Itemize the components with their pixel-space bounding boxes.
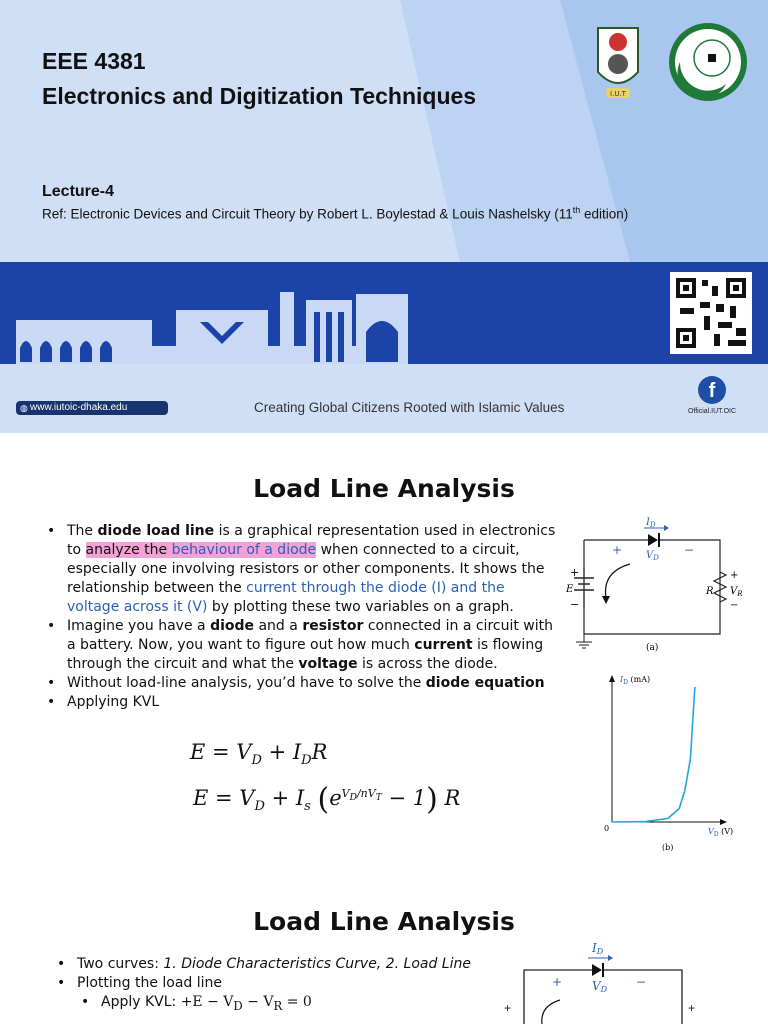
globe-icon: ◍ [20, 403, 28, 413]
label-r: R [706, 586, 714, 597]
kvl-equation-1: $E = V_D + I_DR$ [190, 740, 328, 769]
slide2-bullet-list [45, 522, 557, 712]
label-plus-e: + [570, 566, 580, 579]
qr-code[interactable] [670, 272, 752, 354]
course-title: Electronics and Digitization Techniques [42, 83, 477, 109]
facebook-handle: Official.IUT.OIC [687, 408, 737, 415]
graph-xlabel: $V_D$ (V) [708, 827, 734, 838]
iut-logo [592, 22, 644, 102]
oic-logo [668, 22, 748, 102]
course-code: EEE 4381 [42, 48, 146, 74]
course-header [42, 44, 476, 114]
diode-symbol [648, 534, 658, 546]
slide3-bullet-list [55, 955, 475, 1016]
bullet-diode-equation: • Without load-line analysis, you’d have to solve the diode equation [45, 674, 557, 693]
logo-lettering: I.U.T [610, 90, 626, 98]
circuit-diagram-a [560, 512, 750, 657]
facebook-icon[interactable]: f [698, 376, 726, 404]
label-minus-3: − [636, 975, 647, 989]
title-slide [0, 0, 768, 433]
website-url: www.iutoic-dhaka.edu [30, 402, 128, 413]
diode-characteristic-graph [596, 670, 746, 855]
campus-skyline [0, 262, 660, 364]
bullet-kvl: • Applying KVL [45, 693, 557, 712]
label-id: $I_D$ [646, 517, 656, 529]
graph-origin: 0 [604, 824, 610, 833]
label-e: E [566, 584, 574, 595]
slide2-title: Load Line Analysis [253, 474, 515, 503]
bullet-two-curves: • Two curves: 1. Diode Characteristics Curve, 2. Load Line [55, 955, 475, 974]
label-vd-3: VD [592, 979, 608, 994]
reference [42, 205, 628, 222]
ref-suffix: edition) [580, 206, 629, 222]
bullet-diode-resistor: • Imagine you have a diode and a resistor connected in a circuit with a battery. Now, you want to figure out how much current is flowing through the circuit and what the voltage is across the diode. [45, 617, 557, 674]
label-plus-vr: + [730, 570, 739, 581]
campus-banner [0, 262, 768, 364]
caption-a: (a) [646, 643, 659, 653]
label-vr: $V_R$ [730, 586, 743, 598]
label-minus-e: − [570, 598, 580, 611]
label-vd: $V_D$ [646, 550, 659, 562]
circuit-diagram-3 [500, 940, 710, 1024]
slide3-title: Load Line Analysis [253, 907, 515, 936]
bullet-load-line-definition: • The diode load line is a graphical representation used in electronics to analyze the behaviour of a diode when connected to a circuit, especially one involving resistors or other components. It shows the relationship between the current through the diode (I) and the voltage across it (V) by plotting these two variables on a graph. [45, 522, 557, 617]
tagline: Creating Global Citizens Rooted with Islamic Values [254, 400, 565, 415]
diode-curve-line [612, 687, 695, 822]
label-plus-3: + [552, 975, 563, 989]
label-id-3: ID [592, 941, 604, 956]
bullet-apply-kvl: • Apply KVL: $+E - V_D - V_R = 0$ [55, 993, 475, 1016]
label-minus-vr: − [730, 600, 739, 611]
ref-sup: th [572, 205, 581, 215]
lecture-number: Lecture-4 [42, 183, 115, 200]
label-plus-vd: + [612, 543, 623, 557]
website-link[interactable] [16, 401, 168, 415]
label-plus-e-3: + [504, 1001, 512, 1015]
ref-text: Ref: Electronic Devices and Circuit Theory by Robert L. Boylestad & Louis Nashelsky (11 [42, 206, 573, 222]
label-minus-vd: − [684, 543, 695, 557]
bullet-plot-load-line: • Plotting the load line [55, 974, 475, 993]
label-plus-r-3: + [688, 1001, 696, 1015]
caption-b: (b) [662, 843, 674, 852]
kvl-equation-2: $E = V_D + I_s$ $(e^{V_D/nV_T} - 1)$ R [193, 782, 461, 817]
graph-ylabel: $I_D$ (mA) [620, 675, 651, 686]
